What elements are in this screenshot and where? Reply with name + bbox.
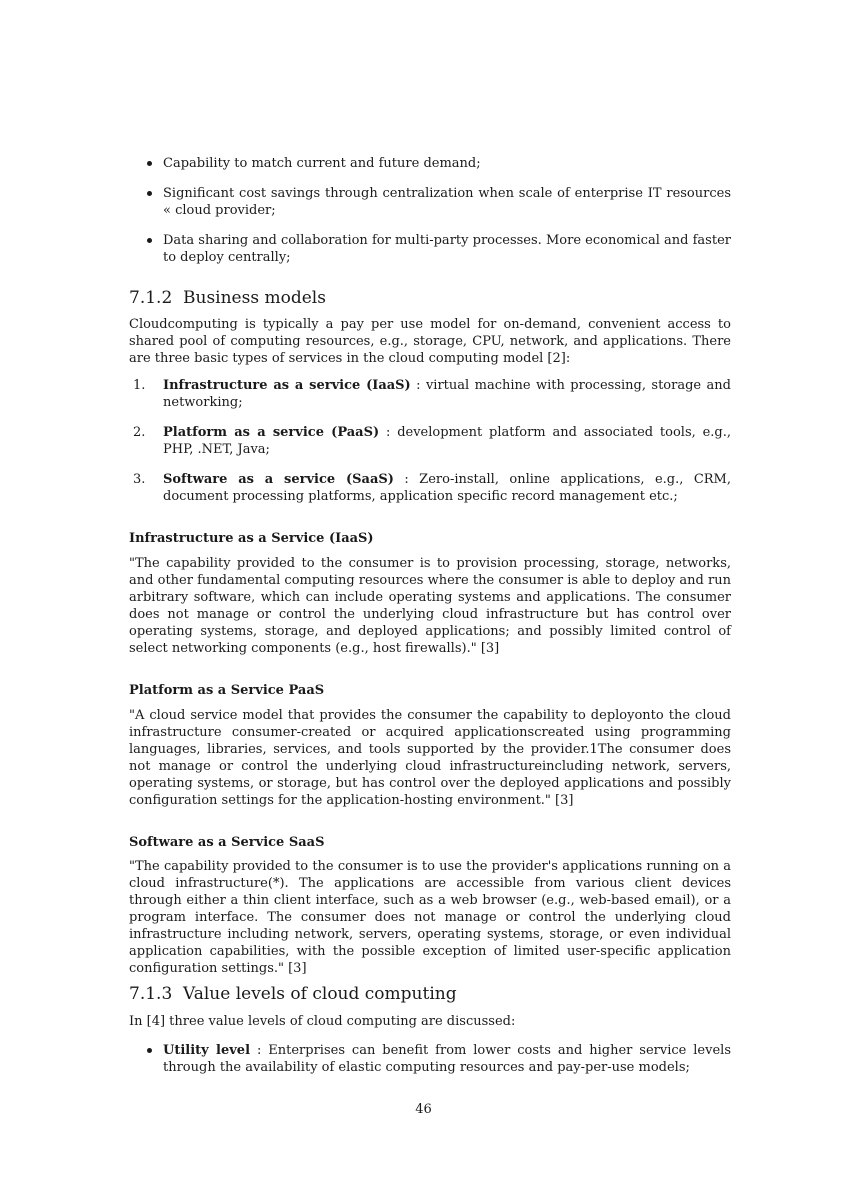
subsection-heading: Software as a Service SaaS <box>129 835 325 850</box>
list-item <box>129 155 731 172</box>
saas-body <box>129 858 731 977</box>
iaas-body <box>129 555 731 657</box>
section-heading <box>129 287 731 309</box>
section-heading <box>129 983 731 1005</box>
saas-subsection <box>129 834 731 851</box>
value-levels-intro <box>129 1013 731 1030</box>
section-title: Value levels of cloud computing <box>183 984 457 1004</box>
iaas-subsection <box>129 530 731 547</box>
model-term: Software as a service (SaaS) <box>163 472 394 487</box>
subsection-heading: Platform as a Service PaaS <box>129 683 325 698</box>
list-item <box>129 185 731 219</box>
section-title: Business models <box>183 288 326 308</box>
section-number: 7.1.3 <box>129 984 173 1004</box>
value-levels-list <box>129 1042 731 1076</box>
paragraph: "The capability provided to the consumer is to use the provider's applications running on a cloud infrastructure(*). The applications are accessible from various client devices through either a thin client interface, such as a web browser (e.g., web-based email), or a program interface. The consumer does not manage or control the underlying cloud infrastructure including network, servers, operating systems, storage, or even individual application capabilities, with the possible exception of limited user-specific application configuration settings." [3] <box>129 859 731 976</box>
business-models-intro <box>129 316 731 367</box>
paragraph: Cloudcomputing is typically a pay per use model for on-demand, convenient access to shared pool of computing resources, e.g., storage, CPU, network, and applications. There are three basic types of services in the cloud computing model [2]: <box>129 317 731 366</box>
list-number: 2. <box>133 425 146 440</box>
paragraph: "The capability provided to the consumer is to provision processing, storage, networks, and other fundamental computing resources where the consumer is able to deploy and run arbitrary software, which can include operating systems and applications. The consumer does not manage or control the underlying cloud infrastructure but has control over operating systems, storage, and deployed applications; and possibly limited control of select networking components (e.g., host firewalls)." [3] <box>129 556 731 656</box>
list-item <box>129 232 731 266</box>
bullet-icon <box>147 161 152 166</box>
list-item <box>129 471 731 505</box>
bullet-icon <box>147 191 152 196</box>
page-number: 46 <box>415 1102 432 1117</box>
top-bullet-list <box>129 155 731 266</box>
paas-body <box>129 707 731 809</box>
subsection-heading: Infrastructure as a Service (IaaS) <box>129 531 374 546</box>
model-desc: : development platform and associated tools, e.g., PHP, .NET, Java; <box>163 425 731 457</box>
list-number: 3. <box>133 472 146 487</box>
bullet-text: Data sharing and collaboration for multi-party processes. More economical and faster to deploy centrally; <box>163 233 731 265</box>
model-desc: : virtual machine with processing, storage and networking; <box>163 378 731 410</box>
level-desc: : Enterprises can benefit from lower costs and higher service levels through the availability of elastic computing resources and pay-per-use models; <box>163 1043 731 1075</box>
bullet-icon <box>147 238 152 243</box>
model-term: Infrastructure as a service (IaaS) <box>163 378 411 393</box>
service-model-list <box>129 377 731 505</box>
list-item <box>129 424 731 458</box>
bullet-text: Capability to match current and future demand; <box>163 156 481 171</box>
paas-subsection <box>129 682 731 699</box>
section-value-levels <box>129 983 731 1005</box>
section-business-models <box>129 287 731 309</box>
model-desc: : Zero-install, online applications, e.g., CRM, document processing platforms, application specific record management etc.; <box>163 472 731 504</box>
list-number: 1. <box>133 378 146 393</box>
list-item <box>129 377 731 411</box>
bullet-icon <box>147 1048 152 1053</box>
bullet-text: Significant cost savings through centralization when scale of enterprise IT resources « cloud provider; <box>163 186 731 218</box>
section-number: 7.1.2 <box>129 288 173 308</box>
model-term: Platform as a service (PaaS) <box>163 425 380 440</box>
level-term: Utility level <box>163 1043 251 1058</box>
paragraph: "A cloud service model that provides the consumer the capability to deployonto the cloud infrastructure consumer-created or acquired applicationscreated using programming languages, libraries, services, and tools supported by the provider.1The consumer does not manage or control the underlying cloud infrastructureincluding network, servers, operating systems, or storage, but has control over the deployed applications and possibly configuration settings for the application-hosting environment." [3] <box>129 708 731 808</box>
paragraph: In [4] three value levels of cloud computing are discussed: <box>129 1014 516 1029</box>
list-item <box>129 1042 731 1076</box>
